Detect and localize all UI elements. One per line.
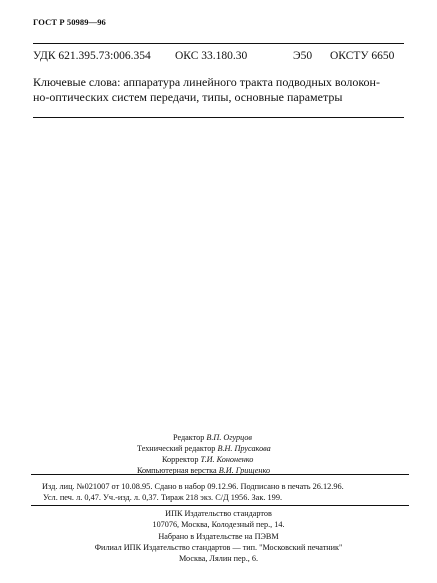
credit-name: В.П. Огурцов — [206, 433, 252, 442]
imprint-block — [42, 481, 412, 503]
keywords-divider — [33, 117, 404, 118]
okstu-code: ОКСТУ 6650 — [330, 50, 395, 62]
publisher-divider — [31, 505, 409, 506]
credit-name: В.Н. Прусакова — [217, 444, 271, 454]
publisher-line-4: Филиал ИПК Издательство стандартов — тип. "Московский печатник" — [94, 542, 343, 552]
credit-editor — [173, 432, 252, 443]
imprint-line-1: Изд. лиц. №021007 от 10.08.95. Сдано в набор 09.12.96. Подписано в печать 26.12.96. — [42, 482, 344, 491]
credit-tech-editor — [137, 443, 271, 454]
udk-code: УДК 621.395.73:006.354 — [33, 50, 151, 62]
credit-role: Корректор — [162, 455, 201, 465]
credit-role: Редактор — [173, 433, 207, 442]
oks-code: ОКС 33.180.30 — [175, 50, 248, 62]
group-code: Э50 — [293, 50, 313, 62]
keywords-block — [33, 75, 405, 105]
publisher-line-1: ИПК Издательство стандартов — [165, 509, 272, 518]
credit-role: Технический редактор — [137, 444, 218, 454]
keywords-line-2: но-оптических систем передачи, типы, основные параметры — [33, 90, 343, 104]
imprint-line-2: Усл. печ. л. 0,47. Уч.-изд. л. 0,37. Тираж 218 экз. С/Д 1956. Зак. 199. — [43, 493, 283, 502]
credit-role: Компьютерная верстка — [137, 466, 219, 476]
publisher-line-3: Набрано в Издательстве на ПЭВМ — [158, 531, 279, 541]
publisher-line-2: 107076, Москва, Колодезный пер., 14. — [152, 520, 285, 530]
credit-name: В.И. Грищенко — [218, 466, 271, 476]
keywords-line-1: Ключевые слова: аппаратура линейного тракта подводных волокон- — [33, 75, 380, 89]
credit-corrector — [162, 454, 253, 465]
standard-code: ГОСТ Р 50989—96 — [33, 17, 106, 27]
publisher-line-5: Москва, Лялин пер., 6. — [178, 554, 259, 564]
top-divider — [33, 43, 404, 44]
imprint-divider — [31, 474, 409, 475]
credit-name: Т.И. Кононенко — [200, 455, 254, 465]
publisher-block — [0, 508, 437, 564]
